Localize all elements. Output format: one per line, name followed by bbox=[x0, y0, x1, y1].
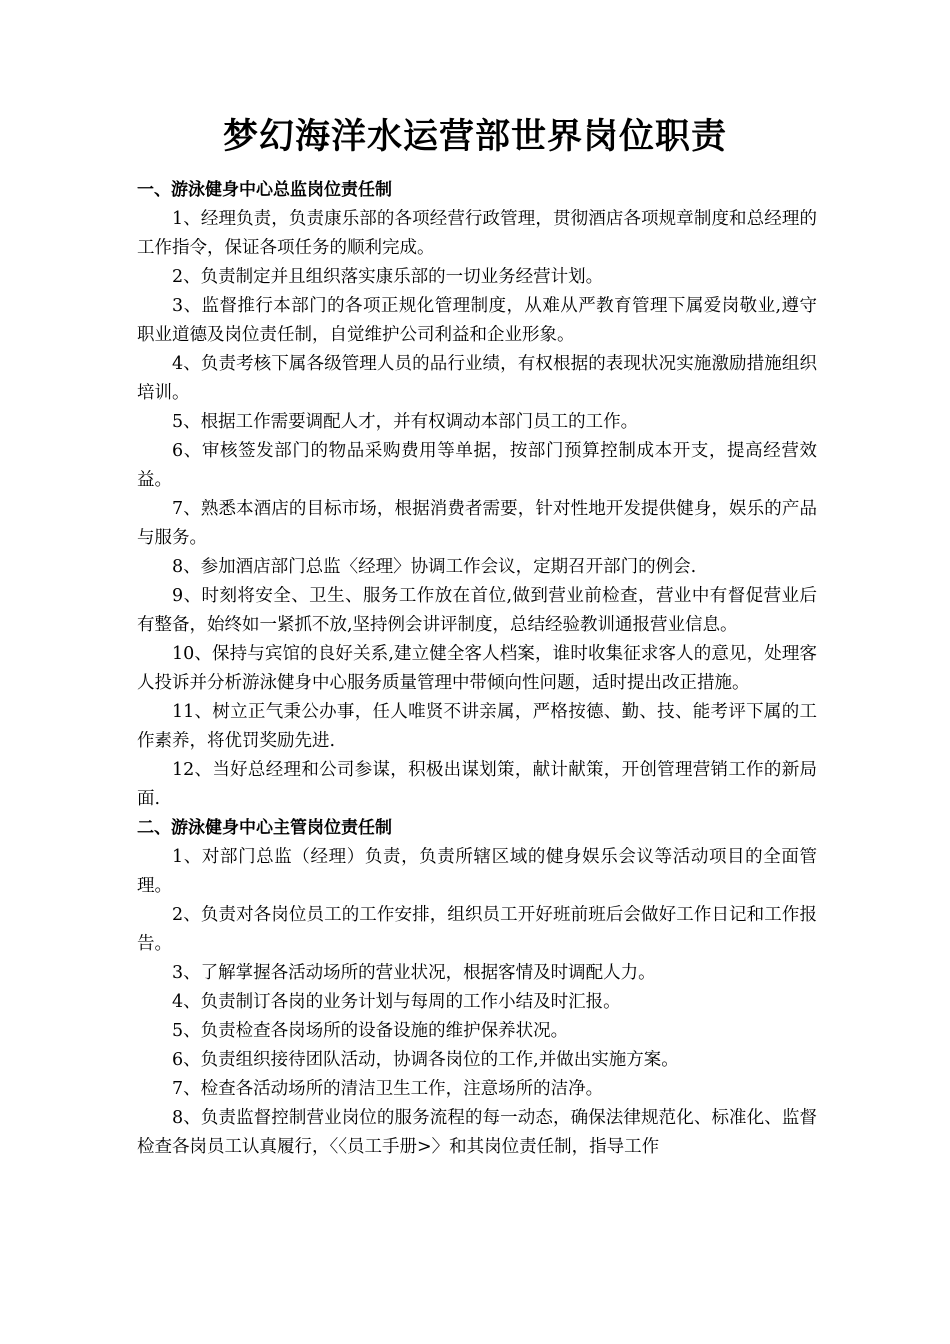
paragraph: 10、保持与宾馆的良好关系,建立健全客人档案，谁时收集征求客人的意见，处理客人投诉并分析游泳健身中心服务质量管理中带倾向性问题，适时提出改正措施。 bbox=[137, 644, 817, 693]
paragraph: 6、审核签发部门的物品采购费用等单据，按部门预算控制成本开支，提高经营效益。 bbox=[137, 441, 817, 490]
paragraph: 11、树立正气秉公办事，任人唯贤不讲亲属，严格按德、勤、技、能考评下属的工作素养，将优罚奖励先进. bbox=[137, 702, 817, 751]
section-heading: 一、游泳健身中心总监岗位责任制 bbox=[137, 180, 392, 200]
paragraph: 7、检查各活动场所的清洁卫生工作，注意场所的洁净。 bbox=[172, 1079, 604, 1099]
document-title: 梦幻海洋水运营部世界岗位职责 bbox=[222, 116, 727, 157]
paragraph: 12、当好总经理和公司参谋，积极出谋划策，献计献策，开创管理营销工作的新局面. bbox=[137, 760, 817, 809]
paragraph: 7、熟悉本酒店的目标市场，根据消费者需要，针对性地开发提供健身，娱乐的产品与服务。 bbox=[137, 499, 817, 548]
paragraph: 3、监督推行本部门的各项正规化管理制度，从难从严教育管理下属爱岗敬业,遵守职业道德及岗位责任制，自觉维护公司利益和企业形象。 bbox=[137, 296, 817, 345]
paragraph: 2、负责制定并且组织落实康乐部的一切业务经营计划。 bbox=[172, 267, 604, 287]
paragraph: 4、负责制订各岗的业务计划与每周的工作小结及时汇报。 bbox=[172, 992, 621, 1012]
paragraph: 5、负责检查各岗场所的设备设施的维护保养状况。 bbox=[172, 1021, 569, 1041]
paragraph: 6、负责组织接待团队活动，协调各岗位的工作,并做出实施方案。 bbox=[172, 1050, 679, 1070]
paragraph: 4、负责考核下属各级管理人员的品行业绩，有权根据的表现状况实施激励措施组织培训。 bbox=[137, 354, 817, 403]
section-2 bbox=[137, 814, 817, 1162]
section-1 bbox=[137, 176, 817, 814]
paragraph: 1、对部门总监（经理）负责，负责所辖区域的健身娱乐会议等活动项目的全面管理。 bbox=[137, 847, 817, 896]
document-body bbox=[137, 176, 817, 1162]
paragraph: 9、时刻将安全、卫生、服务工作放在首位,做到营业前检查，营业中有督促营业后有整备，始终如一紧抓不放,坚持例会讲评制度，总结经验教训通报营业信息。 bbox=[137, 586, 817, 635]
paragraph: 8、负责监督控制营业岗位的服务流程的每一动态，确保法律规范化、标准化、监督检查各岗员工认真履行，〈〈员工手册>〉和其岗位责任制，指导工作 bbox=[137, 1108, 817, 1157]
section-heading: 二、游泳健身中心主管岗位责任制 bbox=[137, 818, 392, 838]
paragraph: 3、了解掌握各活动场所的营业状况，根据客情及时调配人力。 bbox=[172, 963, 656, 983]
paragraph: 1、经理负责，负责康乐部的各项经营行政管理，贯彻酒店各项规章制度和总经理的工作指令，保证各项任务的顺利完成。 bbox=[137, 209, 817, 258]
paragraph: 2、负责对各岗位员工的工作安排，组织员工开好班前班后会做好工作日记和工作报告。 bbox=[137, 905, 817, 954]
paragraph: 5、根据工作需要调配人才，并有权调动本部门员工的工作。 bbox=[172, 412, 639, 432]
paragraph: 8、参加酒店部门总监〈经理〉协调工作会议，定期召开部门的例会. bbox=[172, 557, 697, 577]
